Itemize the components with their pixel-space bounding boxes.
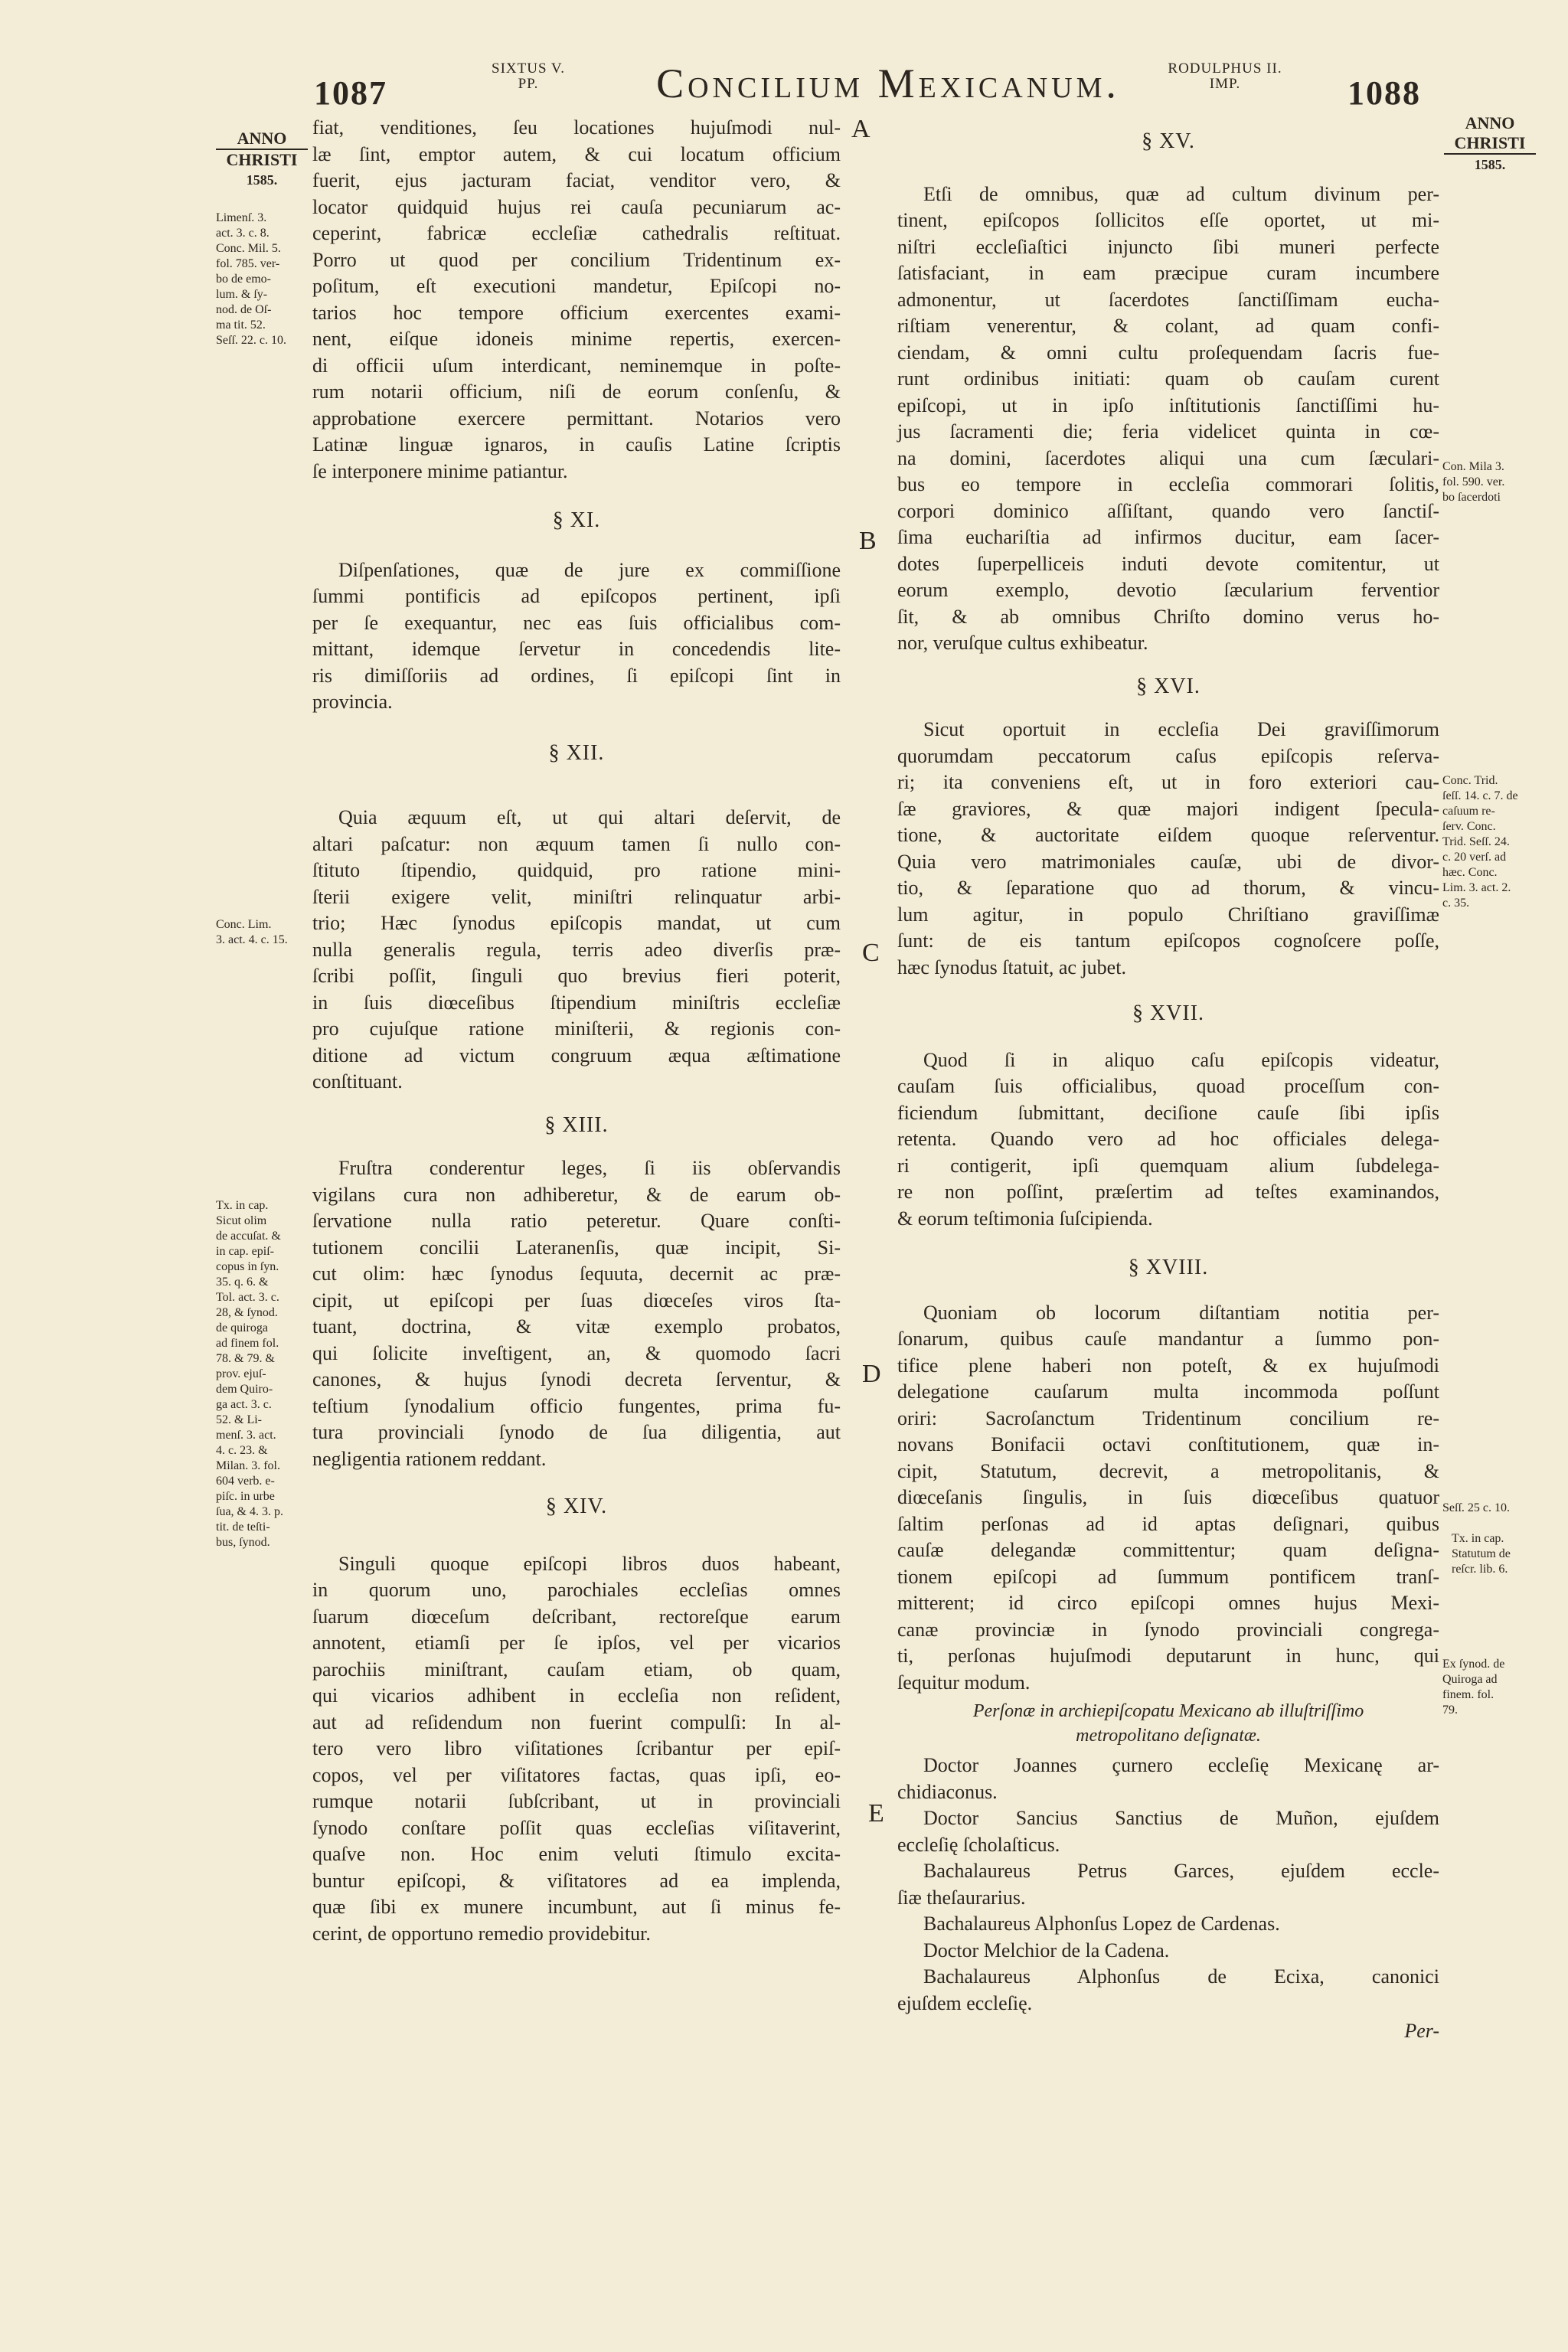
right-running-head — [1148, 61, 1302, 92]
text-line: vigilans cura non adhiberetur, & de earum ob- — [312, 1183, 841, 1206]
margin-note-line: copus in ſyn. — [216, 1260, 279, 1273]
text-line: provincia. — [312, 691, 393, 713]
margin-note-line: Conc. Trid. — [1442, 774, 1498, 787]
text-line: ſuarum diœceſum deſcribant, rectoreſque earum — [312, 1605, 841, 1628]
left-page-number: 1087 — [314, 74, 387, 112]
margin-note-line: finem. fol. — [1442, 1688, 1494, 1701]
text-line: ſonarum, quibus cauſe mandantur a ſummo pon- — [897, 1328, 1439, 1350]
text-line: ri contigerit, ipſi quemquam alium ſubdelega- — [897, 1154, 1439, 1177]
text-line: niſtri eccleſiaſtici injuncto ſibi muneri perfecte — [897, 235, 1439, 258]
text-line: mitterent; id circo epiſcopi omnes hujus Mexi- — [897, 1592, 1439, 1614]
margin-note-line: dem Quiro- — [216, 1383, 273, 1396]
text-line: ſatisfaciant, in eam præcipue curam incumbere — [897, 262, 1439, 284]
left-margin-note-c — [216, 1198, 283, 1550]
text-line: oriri: Sacroſanctum Tridentinum concilium re- — [897, 1406, 1439, 1429]
text-line: cerint, de opportuno remedio providebitur. — [312, 1922, 651, 1945]
text-line: Sicut oportuit in eccleſia Dei graviſſimorum — [923, 718, 1439, 740]
text-line: ſcribi poſſit, ſinguli quo brevius fieri poterit, — [312, 965, 841, 987]
margin-note-line: nod. de Oſ- — [216, 303, 272, 316]
text-line: tinent, epiſcopos ſollicitos eſſe oportet, ut mi- — [897, 209, 1439, 231]
text-line: ficiendum ſubmittant, deciſione cauſe ſibi ipſis — [897, 1101, 1439, 1124]
persons-heading-line: Perſonæ in archiepiſcopatu Mexicano ab illuſtriſſimo — [972, 1701, 1364, 1721]
text-line: tarios hoc tempore officium exercentes exami- — [312, 301, 841, 324]
margin-note-line: 604 verb. e- — [216, 1475, 275, 1488]
text-line: di officii uſum interdicant, neminemque in poſte- — [312, 354, 841, 377]
text-line: ſterii exigere velit, miniſtri relinquatur arbi- — [312, 885, 841, 908]
margin-note-line: ma tit. 52. — [216, 318, 266, 332]
text-line: na domini, ſacerdotes aliqui una cum ſæculari- — [897, 446, 1439, 469]
text-line: diœceſanis ſingulis, in ſuis diœceſibus quatuor — [897, 1486, 1439, 1508]
text-line: nulla generalis regula, terris adeo diverſis præ- — [312, 938, 841, 961]
text-line: Latinæ linguæ ignaros, in cauſis Latine ſcriptis — [312, 433, 841, 456]
paragraph-xii — [312, 805, 841, 1096]
margin-note-line: Statutum de — [1452, 1547, 1511, 1560]
text-line: quæ ſibi ex munere incumbunt, aut ſi minus fe- — [312, 1896, 841, 1918]
margin-note-line: Limenſ. 3. — [216, 211, 267, 224]
text-line: ſaltim perſonas ad id aptas deſignari, quibus — [897, 1512, 1439, 1535]
section-heading-xviii: § XVIII. — [1128, 1256, 1209, 1279]
person-entry: Bachalaureus Petrus Garces, ejuſdem eccle- — [923, 1860, 1439, 1882]
text-line: quaſve non. Hoc enim veluti ſtimulo excita- — [312, 1843, 841, 1865]
text-line: ciendam, & omni cultu proſequendam ſacris fue- — [897, 341, 1439, 364]
text-line: Quia æquum eſt, ut qui altari deſervit, de — [338, 806, 841, 828]
text-line: admonentur, ut ſacerdotes ſanctiſſimam eucha- — [897, 288, 1439, 311]
right-running-line: RODULPHUS II. — [1168, 60, 1282, 77]
person-entry: Doctor Joannes çurnero eccleſię Mexicanę ar- — [923, 1754, 1439, 1776]
text-line: ſynodo conſtare poſſit quas eccleſias viſitaverint, — [312, 1816, 841, 1839]
text-line: nor, veruſque cultus exhibeatur. — [897, 632, 1148, 654]
text-line: cut olim: hæc ſynodus ſequuta, decernit ac præ- — [312, 1263, 841, 1285]
text-line: bus eo tempore in eccleſia commorari ſolitis, — [897, 473, 1439, 495]
paragraph-xiv — [312, 1551, 841, 1948]
section-heading-xvii: § XVII. — [1132, 1001, 1205, 1025]
margin-note-line: menſ. 3. act. — [216, 1429, 276, 1442]
text-line: altari paſcatur: non æquum tamen ſi nullo con- — [312, 832, 841, 855]
text-line: lum agitur, in populo Chriſtiano graviſſimæ — [897, 903, 1439, 926]
left-running-head — [475, 61, 582, 92]
right-column — [897, 122, 1439, 2045]
text-line: tio, & ſeparatione quo ad thorum, & vincu- — [897, 877, 1439, 899]
text-line: in ſuis diœceſibus ſtipendium miniſtris eccleſiæ — [312, 991, 841, 1014]
paragraph-continued — [312, 115, 841, 485]
text-line: rumque notarii ſubſcribant, ut in provinciali — [312, 1790, 841, 1812]
text-line: Quia vero matrimoniales cauſæ, ubi de divor- — [897, 850, 1439, 873]
text-line: Diſpenſationes, quæ de jure ex commiſſione — [338, 558, 841, 581]
margin-note-line: Seſſ. 22. c. 10. — [216, 334, 286, 347]
text-line: delegatione cauſarum multa incommoda poſſunt — [897, 1380, 1439, 1403]
text-line: ti, perſonas hujuſmodi deputarunt in hunc, qui — [897, 1645, 1439, 1667]
text-line: jus ſacramenti die; feria videlicet quinta in cœ- — [897, 420, 1439, 443]
text-line: tione, & auctoritate eiſdem quoque reſerventur. — [897, 824, 1439, 846]
text-line: rum notarii officium, niſi de eorum conſenſu, & — [312, 381, 841, 403]
text-line: aut ad reſidendum non fuerint compulſi: In al- — [312, 1710, 841, 1733]
margin-note-line: prov. ejuſ- — [216, 1367, 266, 1380]
text-line: ſit, & ab omnibus Chriſto domino verus ho- — [897, 605, 1439, 628]
margin-note-line: 4. c. 23. & — [216, 1444, 268, 1457]
anno-line: ANNO — [1465, 113, 1515, 132]
margin-note-line: Tol. act. 3. c. — [216, 1291, 279, 1304]
margin-note-line: reſcr. lib. 6. — [1452, 1563, 1508, 1576]
section-heading-xii: § XII. — [548, 740, 605, 765]
text-line: in quorum uno, parochiales eccleſias omnes — [312, 1579, 841, 1601]
section-letter-d: D — [862, 1360, 881, 1388]
text-line: tero vero libro viſitationes ſcribantur per epiſ- — [312, 1737, 841, 1759]
text-line: Etſi de omnibus, quæ ad cultum divinum per- — [923, 182, 1439, 205]
margin-note-line: 52. & Li- — [216, 1413, 262, 1426]
text-line: qui ſolicite inveſtigent, an, & quomodo ſacri — [312, 1341, 841, 1364]
text-line: ſunt: de eis tantum epiſcopos cognoſcere poſſe, — [897, 929, 1439, 952]
margin-note-line: 78. & 79. & — [216, 1352, 275, 1365]
person-entry: chidiaconus. — [897, 1780, 998, 1803]
margin-note-line: Con. Mila 3. — [1442, 460, 1504, 473]
paragraph-xvi — [897, 717, 1439, 981]
margin-note-line: caſuum re- — [1442, 805, 1495, 818]
margin-note-line: Quiroga ad — [1442, 1673, 1498, 1686]
person-entry: Bachalaureus Alphonſus Lopez de Cardenas. — [923, 1913, 1280, 1935]
section-heading-xi: § XI. — [552, 508, 601, 532]
text-line: riſtiam venerentur, & colant, ad quam confi- — [897, 315, 1439, 337]
margin-note-line: Trid. Seſſ. 24. — [1442, 835, 1510, 848]
left-running-line: PP. — [518, 76, 539, 92]
margin-note-line: hæc. Conc. — [1442, 866, 1498, 879]
margin-note-line: ad finem fol. — [216, 1337, 279, 1350]
text-line: mittant, idemque ſervetur in concedendis lite- — [312, 638, 841, 660]
text-line: tura provinciali ſynodo de ſua diligentia, aut — [312, 1421, 841, 1443]
margin-note-line: Milan. 3. fol. — [216, 1459, 280, 1472]
margin-note-line: Conc. Mil. 5. — [216, 242, 281, 255]
margin-note-line: c. 35. — [1442, 897, 1470, 910]
text-line: ri; ita conveniens eſt, ut in foro exteriori cau- — [897, 771, 1439, 793]
paragraph-xviii — [897, 1300, 1439, 1697]
text-line: epiſcopi, ut in ipſo inſtitutionis ſanctiſſimi hu- — [897, 394, 1439, 416]
left-column — [312, 115, 841, 1947]
text-line: ceperint, fabricæ eccleſiæ cathedralis reſtituat. — [312, 222, 841, 244]
text-line: cauſam ſuis officialibus, quoad proceſſum con- — [897, 1075, 1439, 1097]
margin-note-line: in cap. epiſ- — [216, 1245, 274, 1258]
margin-note-line: act. 3. c. 8. — [216, 227, 270, 240]
persons-list — [897, 1753, 1439, 2017]
anno-line: CHRISTI — [226, 150, 298, 169]
section-letter-a: A — [851, 115, 871, 143]
text-line: ſequitur modum. — [897, 1671, 1031, 1694]
text-line: pro cujuſque ratione miniſterii, & regionis con- — [312, 1018, 841, 1040]
text-line: ris dimiſſoriis ad ordines, ſi epiſcopi ſint in — [312, 664, 841, 687]
text-line: tuant, doctrina, & vitæ exemplo probatos, — [312, 1315, 841, 1338]
margin-note-line: bus, ſynod. — [216, 1536, 270, 1549]
left-running-line: SIXTUS V. — [492, 60, 565, 77]
margin-note-line: ſerv. Conc. — [1442, 820, 1496, 833]
margin-note-line: de accuſat. & — [216, 1230, 281, 1243]
margin-note-line: Tx. in cap. — [1452, 1532, 1504, 1545]
section-heading-xv: § XV. — [1142, 129, 1195, 153]
text-line: trio; Hæc ſynodus epiſcopis mandat, ut cum — [312, 912, 841, 934]
text-line: læ ſint, emptor autem, & cui locatum officium — [312, 142, 841, 165]
text-line: Porro ut quod per concilium Tridentinum ex- — [312, 248, 841, 271]
persons-heading — [897, 1699, 1439, 1748]
text-line: Fruſtra conderentur leges, ſi iis obſervandis — [338, 1157, 841, 1179]
text-line: eorum exemplo, devotio ſæcularium ferventior — [897, 579, 1439, 601]
margin-note-line: de quiroga — [216, 1321, 268, 1334]
section-heading-xvi: § XVI. — [1136, 674, 1200, 698]
margin-note-line: 35. q. 6. & — [216, 1276, 269, 1289]
text-line: Quod ſi in aliquo caſu epiſcopis videatur, — [923, 1048, 1439, 1071]
right-margin-note-b — [1442, 773, 1518, 911]
text-line: annotent, etiamſi per ſe ipſos, vel per vicarios — [312, 1632, 841, 1654]
person-entry: Doctor Melchior de la Cadena. — [923, 1939, 1170, 1962]
margin-note-line: bo de emo- — [216, 273, 271, 286]
person-entry: ſiæ theſaurarius. — [897, 1886, 1026, 1909]
text-line: negligentia rationem reddant. — [312, 1447, 547, 1470]
page-title: Concilium Mexicanum. — [656, 60, 1120, 106]
text-line: fiat, venditiones, ſeu locationes hujuſmodi nul- — [312, 116, 841, 139]
text-line: Quoniam ob locorum diſtantiam notitia per- — [923, 1301, 1439, 1324]
paragraph-xvii — [897, 1047, 1439, 1233]
margin-note-line: tit. de teſti- — [216, 1521, 270, 1534]
margin-note-line: Seſſ. 25 c. 10. — [1442, 1501, 1510, 1514]
text-line: cauſæ delegandæ committentur; quam deſigna- — [897, 1539, 1439, 1561]
margin-note-line: fol. 590. ver. — [1442, 475, 1505, 488]
text-line: tifice plene haberi non poteſt, & ex hujuſmodi — [897, 1354, 1439, 1377]
margin-note-line: lum. & ſy- — [216, 288, 268, 301]
text-line: fuerit, ejus jacturam faciat, venditor vero, & — [312, 169, 841, 191]
person-entry: Bachalaureus Alphonſus de Ecixa, canonici — [923, 1965, 1439, 1988]
text-line: retenta. Quando vero ad hoc officiales delega- — [897, 1128, 1439, 1150]
text-line: tionem epiſcopi ad ſummum pontificem tranſ- — [897, 1565, 1439, 1588]
section-letter-e: E — [868, 1799, 884, 1828]
text-line: parochiis miniſtrant, cauſam etiam, ob quam, — [312, 1658, 841, 1681]
margin-note-line: ga act. 3. c. — [216, 1398, 272, 1411]
margin-note-line: 79. — [1442, 1704, 1458, 1717]
anno-year: 1585. — [1474, 157, 1506, 172]
paragraph-xi — [312, 557, 841, 716]
text-line: canones, & hujus ſynodi decreta ſerventur, & — [312, 1368, 841, 1390]
text-line: ſtituto ſtipendio, quidquid, pro ratione mini- — [312, 859, 841, 881]
anno-line: CHRISTI — [1444, 133, 1536, 155]
text-line: copos, vel per viſitatores factas, quas ipſi, eo- — [312, 1763, 841, 1786]
paragraph-xv — [897, 181, 1439, 657]
catchword: Per- — [1404, 2020, 1439, 2042]
margin-note-line: Conc. Lim. — [216, 918, 272, 931]
text-line: nent, eiſque idoneis minime repertis, exercen- — [312, 328, 841, 350]
text-line: cipit, ut epiſcopi per ſuas diœceſes viros ſta- — [312, 1289, 841, 1312]
right-margin-note-a — [1442, 459, 1504, 505]
margin-note-line: Tx. in cap. — [216, 1199, 269, 1212]
margin-note-line: Ex ſynod. de — [1442, 1658, 1505, 1671]
margin-note-line: fol. 785. ver- — [216, 257, 280, 270]
margin-note-line: c. 20 verſ. ad — [1442, 851, 1507, 864]
left-margin-note-a — [216, 211, 286, 348]
person-entry: eccleſię ſcholaſticus. — [897, 1833, 1060, 1856]
text-line: ditione ad victum congruum æqua æſtimatione — [312, 1044, 841, 1067]
section-heading-xiii: § XIII. — [544, 1112, 609, 1137]
margin-note-line: 28, & ſynod. — [216, 1306, 278, 1319]
text-line: poſitum, eſt executioni mandetur, Epiſcopi no- — [312, 275, 841, 297]
text-line: novans Bonifacii octavi conſtitutionem, quæ in- — [897, 1433, 1439, 1455]
text-line: per ſe exequantur, nec eas ſuis officialibus com- — [312, 611, 841, 634]
margin-note-line: ſua, & 4. 3. p. — [216, 1505, 283, 1518]
margin-note-line: piſc. in urbe — [216, 1490, 275, 1503]
left-anno-christi — [216, 129, 308, 190]
margin-note-line: Sicut olim — [216, 1214, 267, 1227]
text-line: dotes ſuperpelliceis induti devote comitentur, ut — [897, 552, 1439, 575]
right-page-number: 1088 — [1348, 74, 1421, 112]
text-line: Singuli quoque epiſcopi libros duos habeant, — [338, 1552, 841, 1575]
paragraph-xiii — [312, 1155, 841, 1472]
margin-note-line: bo ſacerdoti — [1442, 491, 1501, 504]
text-line: ſummi pontificis ad epiſcopos pertinent, ipſi — [312, 585, 841, 607]
section-letter-b: B — [859, 527, 877, 555]
right-margin-note-e — [1442, 1657, 1504, 1718]
person-entry: Doctor Sancius Sanctius de Muñon, ejuſdem — [923, 1807, 1439, 1829]
text-line: qui vicarios adhibent in eccleſia non reſident, — [312, 1684, 841, 1707]
text-line: corpori dominico aſſiſtant, quando vero ſanctiſ- — [897, 499, 1439, 522]
text-line: locator quidquid hujus rei cauſa pecuniarum ac- — [312, 195, 841, 218]
text-line: runt ordinibus initiati: quam ob cauſam curent — [897, 368, 1439, 390]
margin-note-line: 3. act. 4. c. 15. — [216, 933, 288, 946]
text-line: re non poſſint, præſertim ad teſtes examinandos, — [897, 1181, 1439, 1203]
text-line: ſe interponere minime patiantur. — [312, 459, 568, 482]
person-entry: ejuſdem eccleſię. — [897, 1991, 1033, 2014]
left-margin-note-b — [216, 917, 288, 948]
anno-year: 1585. — [246, 172, 278, 188]
text-line: ſervatione nulla ratio peteretur. Quare conſti- — [312, 1210, 841, 1232]
text-line: tutionem concilii Lateranenſis, quæ incipit, Si- — [312, 1236, 841, 1259]
right-running-line: IMP. — [1209, 76, 1241, 92]
right-margin-note-c — [1442, 1501, 1510, 1516]
text-line: canæ provinciæ in ſynodo provinciali congrega- — [897, 1618, 1439, 1641]
margin-note-line: Lim. 3. act. 2. — [1442, 881, 1511, 894]
text-line: cipit, Statutum, decrevit, a metropolitanis, & — [897, 1459, 1439, 1482]
text-line: hæc ſynodus ſtatuit, ac jubet. — [897, 956, 1126, 978]
text-line: quorumdam peccatorum caſus epiſcopis reſerva- — [897, 744, 1439, 767]
anno-line: ANNO — [216, 129, 308, 150]
right-margin-note-d — [1452, 1531, 1511, 1577]
text-line: ſæ graviores, & quæ majori indigent ſpecula- — [897, 797, 1439, 820]
text-line: teſtium ſynodalium officio fungentes, prima fu- — [312, 1394, 841, 1417]
text-line: approbatione exercere permittant. Notarios vero — [312, 407, 841, 430]
text-line: ſima euchariſtia ad infirmos ducitur, eam ſacer- — [897, 526, 1439, 548]
text-line: buntur epiſcopi, & viſitatores ad ea implenda, — [312, 1869, 841, 1892]
section-letter-c: C — [862, 939, 880, 967]
section-heading-xiv: § XIV. — [545, 1494, 608, 1518]
right-anno-christi — [1444, 113, 1536, 175]
text-line: & eorum teſtimonia ſuſcipienda. — [897, 1207, 1153, 1230]
margin-note-line: ſeſſ. 14. c. 7. de — [1442, 789, 1518, 802]
persons-heading-line: metropolitano deſignatæ. — [1076, 1726, 1261, 1746]
text-line: conſtituant. — [312, 1070, 403, 1093]
